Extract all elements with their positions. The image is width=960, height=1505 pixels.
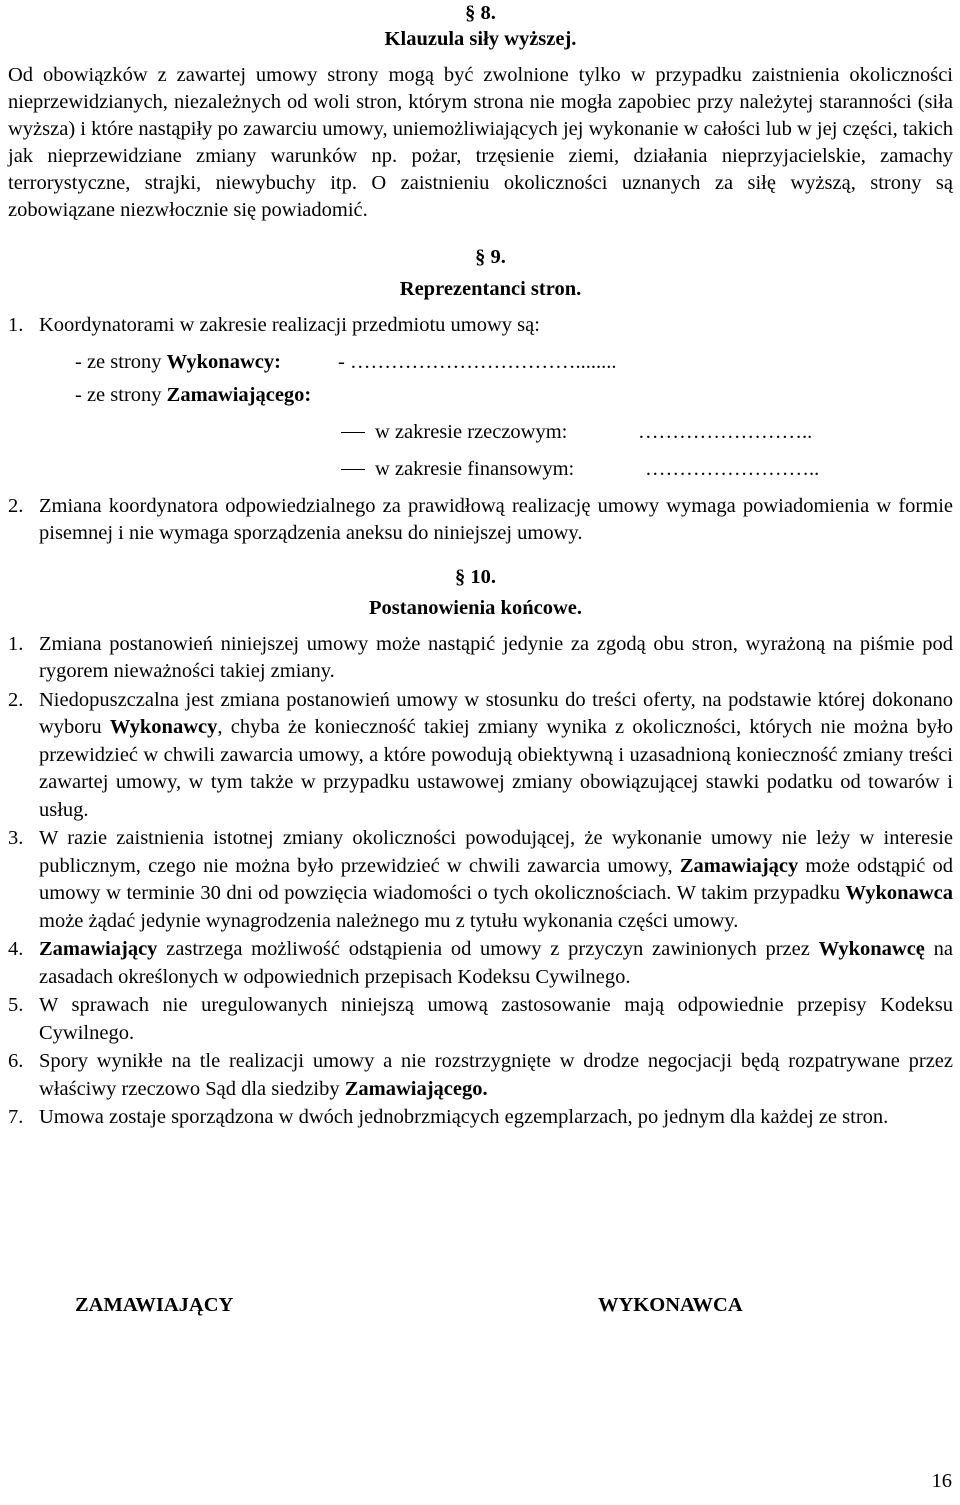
item-text: , chyba że konieczność takiej zmiany wynika z okoliczności, których nie można było przewidzieć w chwili zawarcia umowy, a które powodują obiektywną i uzasadnioną konieczność zmiany treści zawartej umowy, w tym także w przypadku ustawowej zmiany obowiązującej stawki podatku od towarów i usług. [39, 716, 953, 821]
item-number: 1. [8, 314, 24, 336]
rzeczowy-value: …………………….. [638, 420, 813, 443]
zamawiajacy-label: Zamawiającego: [166, 383, 312, 406]
rzeczowy-row [8, 416, 953, 449]
item-text: Zmiana postanowień niniejszej umowy może nastąpić jedynie za zgodą obu stron, wyrażoną na piśmie pod rygorem nieważności takiej zmiany. [39, 632, 953, 682]
section-9-title: Reprezentanci stron. [399, 278, 582, 300]
item-text: może żądać jedynie wynagrodzenia należnego mu z tytułu wykonania części umowy. [39, 909, 739, 932]
section-10-item [8, 992, 953, 1047]
section-9-item-2 [8, 493, 953, 548]
row-prefix: - ze strony [75, 383, 162, 406]
coordinator-wykonawca-row [8, 346, 953, 379]
item-number: 3. [8, 827, 24, 849]
finansowy-value: …………………….. [645, 457, 820, 480]
section-8-text: Od obowiązków z zawartej umowy strony mogą być zwolnione tylko w przypadku zaistnienia okoliczności nieprzewidzianych, niezależnych od woli stron, którym strona nie mogła zapobiec przy należytej staranności (siła wyższa) i które nastąpiły po zawarciu umowy, uniemożliwiających jej wykonanie w całości lub w jej części, takich jak nieprzewidziane zmiany warunków np. pożar, trzęsienie ziemi, działania nieprzyjacielskie, zamachy terrorystyczne, strajki, niewybuchy itp. O zaistnieniu okoliczności uznanych za siłę wyższą, strony są zobowiązane niezwłocznie się powiadomić. [8, 64, 953, 221]
bold-term: Wykonawcę [818, 938, 925, 960]
wykonawca-label: Wykonawcy: [166, 350, 281, 373]
section-8-number: § 8. [465, 2, 496, 24]
section-10-item [8, 1048, 953, 1103]
item-number: 6. [8, 1050, 24, 1072]
item-text: Umowa zostaje sporządzona w dwóch jednobrzmiących egzemplarzach, po jednym dla każdej ze stron. [39, 1106, 889, 1128]
row-prefix: - ze strony [75, 350, 162, 373]
dash-mark [341, 469, 365, 470]
bold-term: Zamawiającego. [344, 1077, 488, 1100]
wykonawca-value: - ……………………………........ [338, 350, 617, 373]
finansowy-row [8, 453, 953, 486]
document-page [8, 0, 953, 1132]
section-10-item [8, 825, 953, 935]
item-number: 1. [8, 632, 24, 655]
item-text: W razie zaistnienia istotnej zmiany okoliczności powodującej, że wykonanie umowy nie leży w interesie publicznym, czego nie można było przewidzieć w chwili zawarcia umowy, [39, 827, 953, 877]
item-text: W sprawach nie uregulowanych niniejszą umową zastosowanie mają odpowiednie przepisy Kodeksu Cywilnego. [39, 994, 953, 1044]
coordinator-zamawiajacy-row [8, 379, 953, 412]
item-text: może odstąpić od umowy w terminie 30 dni od powzięcia wiadomości o tych okolicznościach. W takim przypadku [39, 854, 953, 904]
bold-term: Zamawiający [39, 938, 158, 960]
item-text: Spory wynikłe na tle realizacji umowy a nie rozstrzygnięte w drodze negocjacji będą rozpatrywane przez właściwy rzeczowo Sąd dla siedziby [39, 1050, 953, 1100]
rzeczowy-label: w zakresie rzeczowym: [375, 420, 568, 443]
item-number: 5. [8, 994, 24, 1016]
item-text: Koordynatorami w zakresie realizacji przedmiotu umowy są: [39, 314, 540, 336]
page-number: 16 [931, 1470, 952, 1492]
item-number: 2. [8, 688, 24, 711]
section-9-item-1 [8, 312, 953, 340]
item-number: 2. [8, 494, 24, 517]
bold-term: Wykonawcy [109, 716, 218, 738]
finansowy-label: w zakresie finansowym: [375, 457, 575, 480]
section-10-item [8, 936, 953, 991]
section-8-title: Klauzula siły wyższej. [384, 28, 577, 50]
bold-term: Wykonawca [845, 882, 953, 904]
dash-mark [341, 432, 365, 433]
signature-zamawiajacy: ZAMAWIAJĄCY [75, 1294, 234, 1316]
section-10-number: § 10. [455, 565, 496, 588]
item-number: 7. [8, 1106, 24, 1128]
item-text: Niedopuszczalna jest zmiana postanowień umowy w stosunku do treści oferty, na podstawie której dokonano wyboru [39, 688, 953, 738]
section-10-title: Postanowienia końcowe. [369, 596, 582, 619]
item-number: 4. [8, 938, 24, 960]
section-9-number: § 9. [475, 246, 506, 268]
bold-term: Zamawiający [679, 854, 799, 877]
section-10-item [8, 687, 953, 825]
section-10-item [8, 631, 953, 686]
signature-wykonawca: WYKONAWCA [598, 1294, 743, 1316]
item-text: zastrzega możliwość odstąpienia od umowy z przyczyn zawinionych przez [157, 938, 819, 960]
item-text: na zasadach określonych w odpowiednich przepisach Kodeksu Cywilnego. [39, 938, 953, 988]
section-10-item [8, 1104, 953, 1132]
section-10-list [8, 631, 953, 1132]
item-text: Zmiana koordynatora odpowiedzialnego za prawidłową realizację umowy wymaga powiadomienia w formie pisemnej i nie wymaga sporządzenia aneksu do niniejszej umowy. [39, 494, 953, 544]
